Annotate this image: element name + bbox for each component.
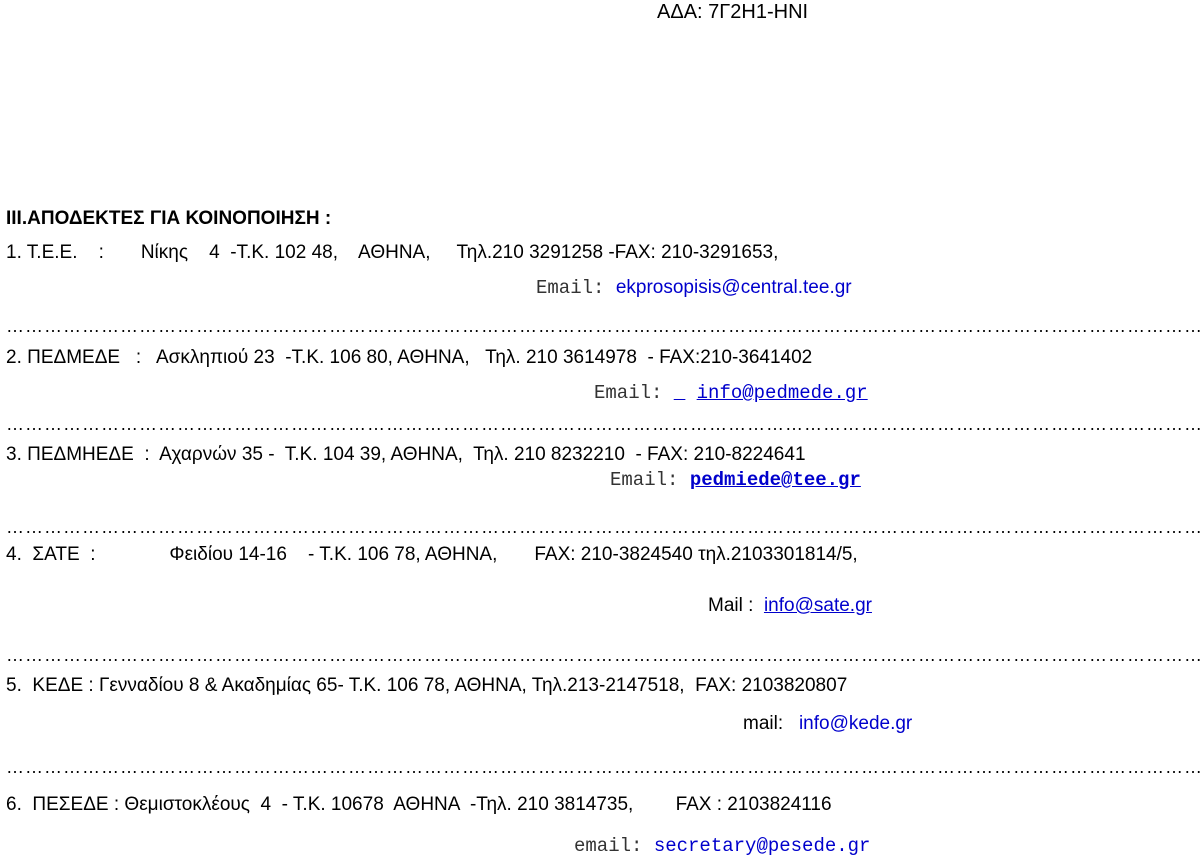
recipient-2-email-label: Email: (594, 382, 674, 404)
recipient-3-email-label: Email: (610, 469, 690, 491)
recipient-1-email-row (536, 276, 852, 300)
recipient-5-email-label: mail: (743, 713, 799, 734)
recipient-2-email-link[interactable]: info@pedmede.gr (696, 382, 868, 404)
separator-2: ……………………………………………………………………………………………………………………………………………………………………… (6, 414, 1203, 434)
ada-code: ΑΔΑ: 7Γ2Η1-ΗΝΙ (657, 1, 809, 23)
recipient-4-email-link[interactable]: info@sate.gr (763, 595, 872, 616)
separator-3: ……………………………………………………………………………………………………………………………………………………………………… (6, 517, 1203, 537)
recipient-3-line: 3. ΠΕΔΜΗΕΔΕ : Αχαρνών 35 - Τ.Κ. 104 39, ΑΘΗΝΑ, Τηλ. 210 8232210 - FAX: 210-8224641 (6, 444, 806, 465)
recipient-2-email-row (594, 381, 868, 405)
section-title-text: ΑΠΟΔΕΚΤΕΣ ΓΙΑ ΚΟΙΝΟΠΟΙΗΣΗ : (27, 208, 332, 229)
recipient-1-email-link[interactable]: ekprosopisis@central.tee.gr (615, 277, 852, 298)
recipient-4-email-row (708, 594, 872, 618)
recipient-5-email-row (743, 712, 912, 736)
recipient-6-email-label: email: (574, 835, 654, 857)
recipient-2-line: 2. ΠΕΔΜΕΔΕ : Ασκληπιού 23 -Τ.Κ. 106 80, ΑΘΗΝΑ, Τηλ. 210 3614978 - FAX:210-3641402 (6, 347, 813, 368)
recipient-6-email-link[interactable]: secretary@pesede.gr (653, 835, 871, 857)
recipient-6-email-row (574, 834, 870, 858)
recipient-5-line: 5. ΚΕΔΕ : Γενναδίου 8 & Ακαδημίας 65- Τ.Κ. 106 78, ΑΘΗΝΑ, Τηλ.213-2147518, FAX: 2103820807 (6, 675, 848, 696)
section-number: ΙΙΙ. (6, 208, 28, 229)
recipient-3-email-link[interactable]: pedmiede@tee.gr (689, 469, 861, 491)
recipient-5-email-link[interactable]: info@kede.gr (798, 713, 913, 734)
separator-4: ……………………………………………………………………………………………………………………………………………………………………… (6, 645, 1203, 665)
recipient-4-line: 4. ΣΑΤΕ : Φειδίου 14-16 - Τ.Κ. 106 78, ΑΘΗΝΑ, FAX: 210-3824540 τηλ.2103301814/5, (6, 544, 858, 565)
recipient-2-email-prefix: _ (673, 382, 686, 404)
recipient-4-email-label: Mail : (708, 595, 764, 616)
separator-1: ……………………………………………………………………………………………………………………………………………………………………… (6, 316, 1203, 336)
recipient-1-email-label: Email: (536, 277, 616, 299)
recipient-6-line: 6. ΠΕΣΕΔΕ : Θεμιστοκλέους 4 - Τ.Κ. 10678 ΑΘΗΝΑ -Τηλ. 210 3814735, FAX : 2103824116 (6, 794, 832, 815)
recipient-1-line: 1. Τ.Ε.Ε. : Νίκης 4 -Τ.Κ. 102 48, ΑΘΗΝΑ, Τηλ.210 3291258 -FAX: 210-3291653, (6, 242, 779, 263)
recipient-3-email-row (610, 468, 861, 492)
separator-5: ……………………………………………………………………………………………………………………………………………………………………… (6, 757, 1203, 777)
section-title (6, 207, 331, 231)
